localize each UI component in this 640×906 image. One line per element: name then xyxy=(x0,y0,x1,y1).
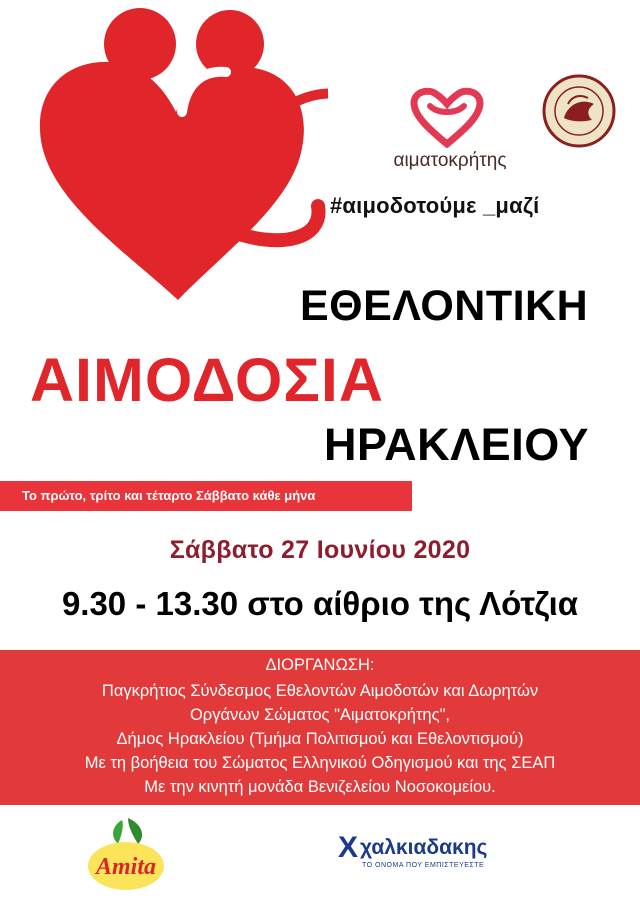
organizer-line: Με την κινητή μονάδα Βενιζελείου Νοσοκομείου. xyxy=(144,778,496,796)
aimatokritis-logo-icon xyxy=(408,86,486,148)
organizer-line: Οργάνων Σώματος "Αιματοκρήτης", xyxy=(189,706,451,724)
xalkiadakis-tagline: ΤΟ ΟΝΟΜΑ ΠΟΥ ΕΜΠΙΣΤΕΥΕΣΤΕ xyxy=(362,862,485,869)
organizers-title: ΔΙΟΡΓΑΝΩΣΗ: xyxy=(265,656,375,674)
organizer-line: Παγκρήτιος Σύνδεσμος Εθελοντών Αιμοδοτών και Δωρητών xyxy=(101,682,539,700)
schedule-band: Το πρώτο, τρίτο και τέταρτο Σάββατο κάθε μήνα xyxy=(0,481,412,511)
organizer-line: Δήμος Ηρακλείου (Τμήμα Πολιτισμού και Εθελοντισμού) xyxy=(116,730,524,748)
organizer-line: Με τη βοήθεια του Σώματος Ελληνικού Οδηγισμού και της ΣΕΑΠ xyxy=(84,754,556,772)
amita-logo-icon xyxy=(84,814,168,892)
svg-text:X: X xyxy=(338,831,359,864)
headline-line2: ΑΙΜΟΔΟΣΙΑ xyxy=(30,346,384,414)
headline-line1: ΕΘΕΛΟΝΤΙΚΗ xyxy=(300,282,589,330)
municipality-seal-icon xyxy=(542,74,616,148)
organizers-box xyxy=(0,650,640,805)
brand-name: αιματοκρήτης xyxy=(393,150,507,171)
amita-wordmark: Amita xyxy=(95,854,157,880)
event-date: Σάββατο 27 Ιουνίου 2020 xyxy=(169,536,471,564)
xalkiadakis-logo-icon xyxy=(338,830,548,870)
hashtag: #αιμοδοτούμε _μαζί xyxy=(330,193,540,218)
xalkiadakis-wordmark: χαλκιαδακης xyxy=(360,836,488,859)
heart-with-figures-icon xyxy=(28,0,328,300)
event-time-place: 9.30 - 13.30 στο αίθριο της Λότζια xyxy=(61,585,579,622)
headline-line3: ΗΡΑΚΛΕΙΟΥ xyxy=(324,419,589,470)
